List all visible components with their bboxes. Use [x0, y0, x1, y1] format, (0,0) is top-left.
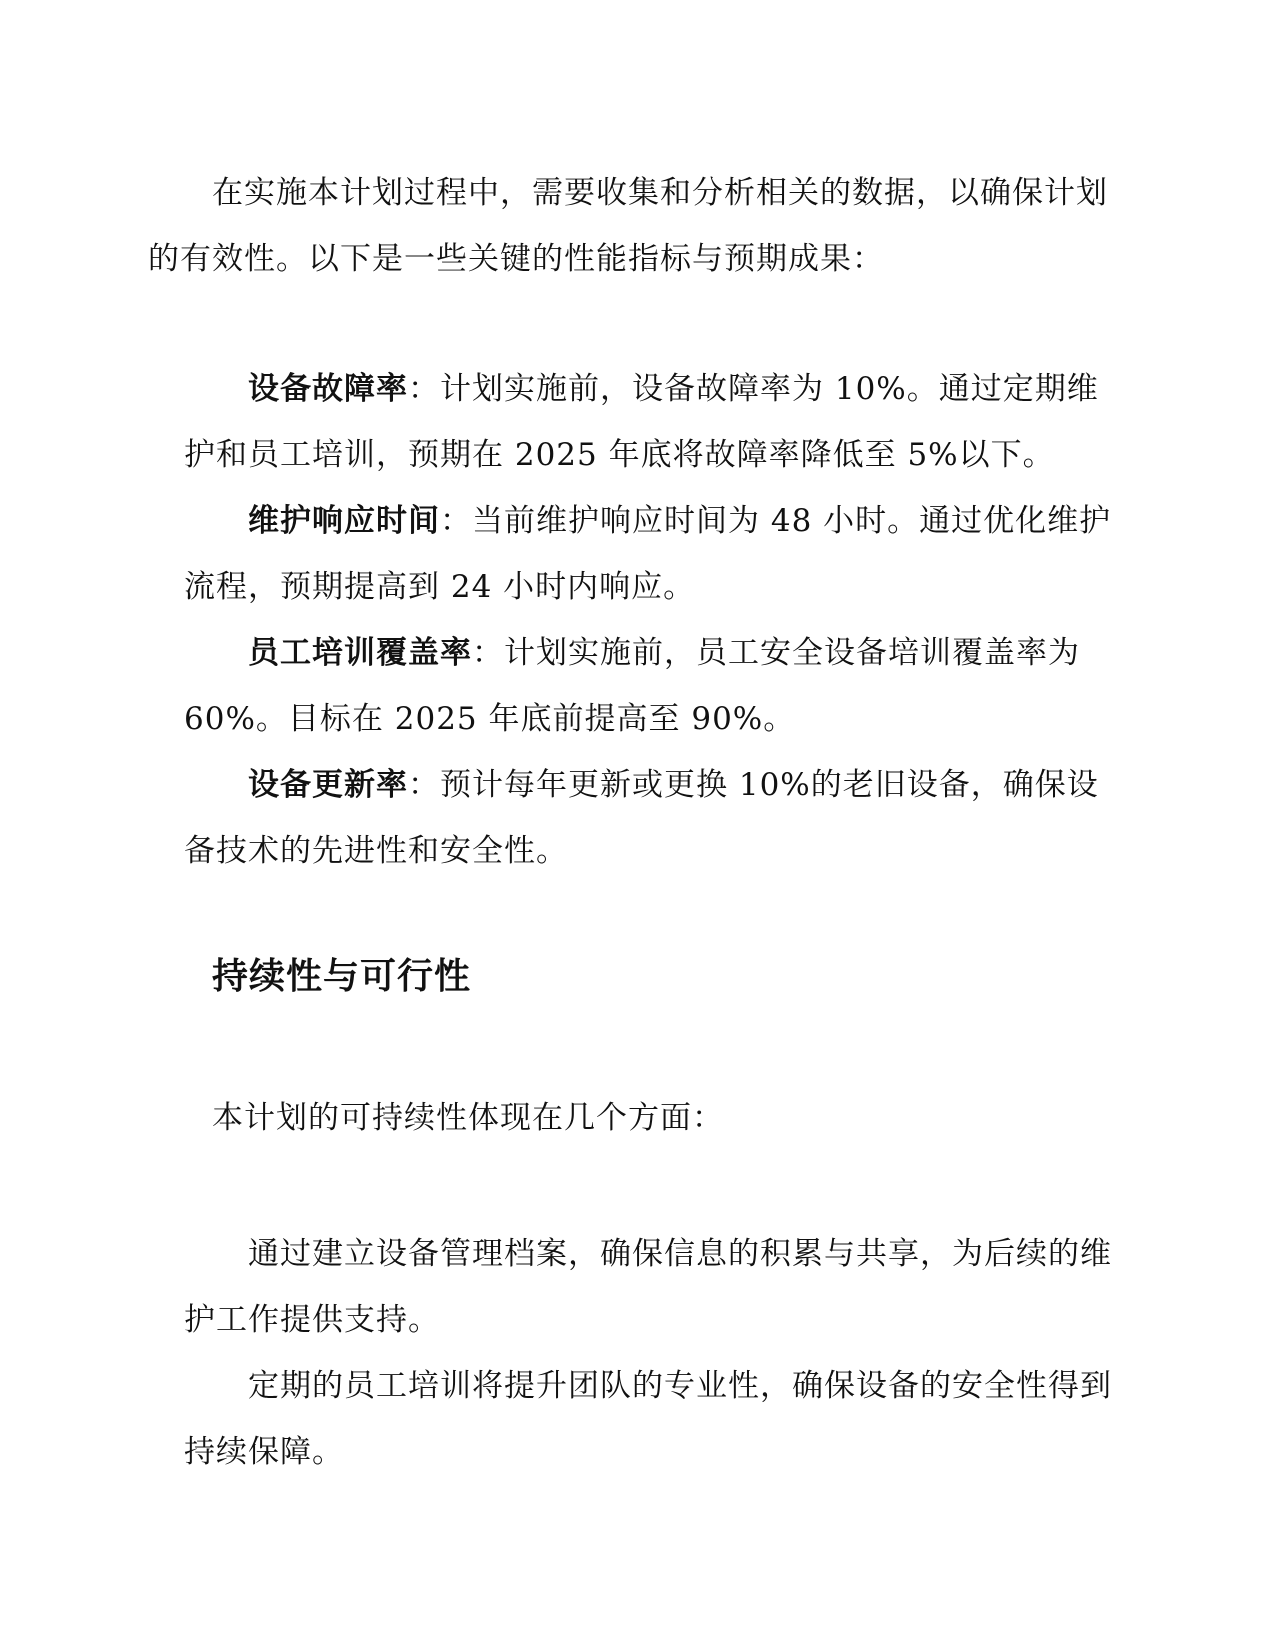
metric-text: ：当前维护响应时间为 48 小时。通过优化维护流程，预期提高到 24 小时内响应。 — [184, 503, 1112, 605]
metric-term: 设备更新率 — [248, 767, 408, 803]
metric-term: 设备故障率 — [248, 371, 408, 407]
metric-item — [184, 356, 1124, 488]
sustainability-list — [184, 1221, 1124, 1485]
metric-text: ：预计每年更新或更换 10%的老旧设备，确保设备技术的先进性和安全性。 — [184, 767, 1099, 869]
metric-item — [184, 752, 1124, 884]
metric-text: ：计划实施前，设备故障率为 10%。通过定期维护和员工培训，预期在 2025 年底将故障率降低至 5%以下。 — [184, 371, 1099, 473]
section-heading: 持续性与可行性 — [212, 956, 472, 997]
list-item: 定期的员工培训将提升团队的专业性，确保设备的安全性得到持续保障。 — [184, 1368, 1112, 1470]
metric-text: ：计划实施前，员工安全设备培训覆盖率为 60%。目标在 2025 年底前提高至 90%。 — [184, 635, 1080, 737]
metric-item — [184, 620, 1124, 752]
metrics-list — [184, 356, 1124, 884]
metric-item — [184, 488, 1124, 620]
section-intro: 本计划的可持续性体现在几个方面： — [212, 1100, 724, 1136]
metric-term: 维护响应时间 — [248, 503, 440, 539]
intro-paragraph: 在实施本计划过程中，需要收集和分析相关的数据，以确保计划的有效性。以下是一些关键的性能指标与预期成果： — [148, 175, 1108, 277]
metric-term: 员工培训覆盖率 — [248, 635, 472, 671]
list-item: 通过建立设备管理档案，确保信息的积累与共享，为后续的维护工作提供支持。 — [184, 1236, 1112, 1338]
